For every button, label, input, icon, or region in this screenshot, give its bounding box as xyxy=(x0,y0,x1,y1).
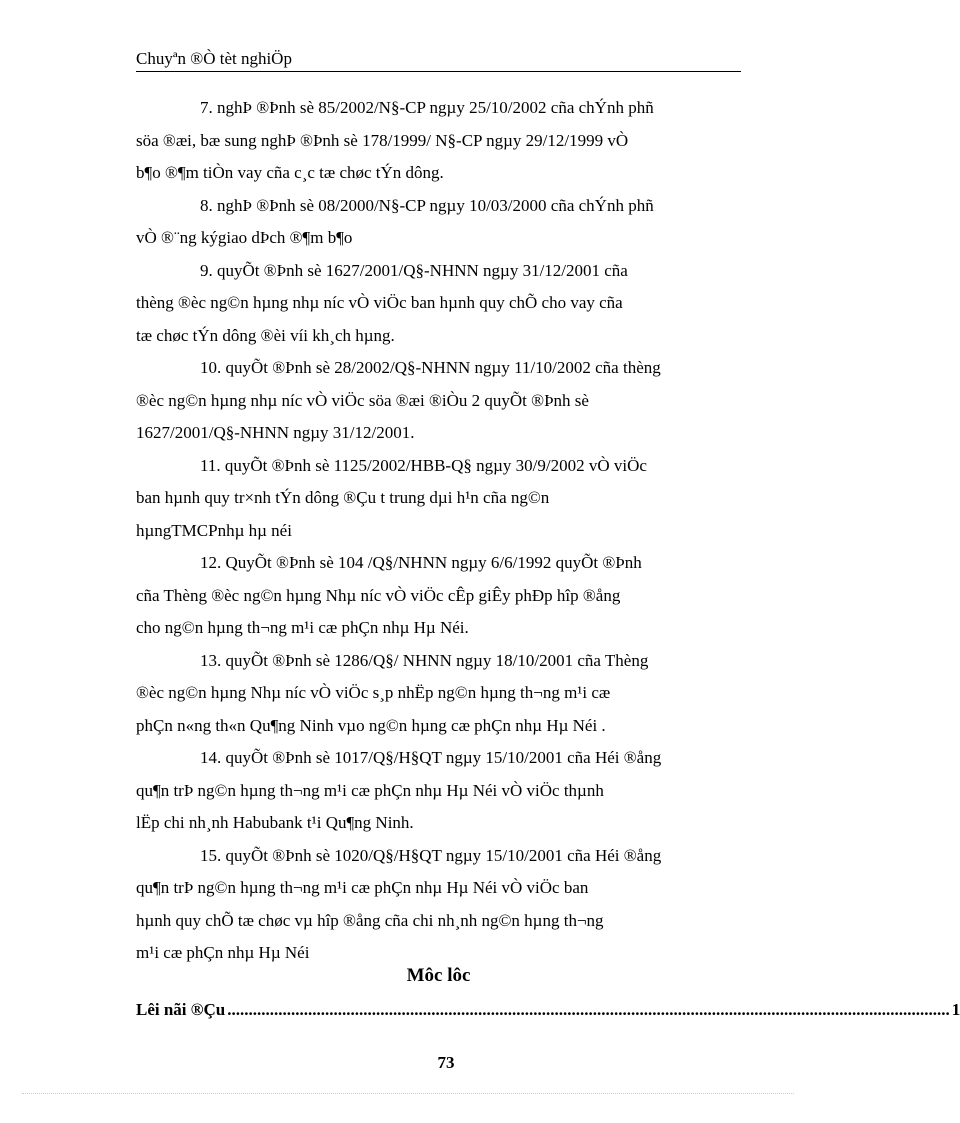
reference-line: 9. quyÕt ®Þnh sè 1627/2001/Q§-NHNN ngµy 31/12/2001 cña xyxy=(200,260,628,280)
reference-line: 13. quyÕt ®Þnh sè 1286/Q§/ NHNN ngµy 18/10/2001 cña Thèng xyxy=(200,650,649,670)
reference-item xyxy=(136,190,741,255)
reference-line: tæ chøc tÝn dông ®èi víi kh¸ch hµng. xyxy=(136,325,395,345)
reference-line: lËp chi nh¸nh Habubank t¹i Qu¶ng Ninh. xyxy=(136,813,414,832)
toc-entry-page: 1 xyxy=(951,1000,960,1019)
toc-leader-dots: .......................................................................................................................................................................... xyxy=(227,1000,950,1019)
reference-line: 1627/2001/Q§-NHNN ngµy 31/12/2001. xyxy=(136,423,415,442)
header-rule xyxy=(136,71,741,72)
reference-item xyxy=(136,645,741,743)
reference-line: 8. nghÞ ®Þnh sè 08/2000/N§-CP ngµy 10/03/2000 cña chÝnh phñ xyxy=(200,195,654,215)
reference-line: b¶o ®¶m tiÒn vay cña c¸c tæ chøc tÝn dông. xyxy=(136,163,444,182)
reference-item xyxy=(136,352,741,450)
toc-entry-label: Lêi nãi ®Çu xyxy=(136,1000,226,1019)
reference-line: hµnh quy chÕ tæ chøc vµ hîp ®ång cña chi nh¸nh ng©n hµng th¬ng xyxy=(136,910,604,930)
toc-entry[interactable] xyxy=(136,1000,960,1026)
reference-item xyxy=(136,450,741,548)
reference-item xyxy=(136,255,741,353)
reference-line: vÒ ®¨ng kýgiao dÞch ®¶m b¶o xyxy=(136,228,353,247)
page-number: 73 xyxy=(437,1053,455,1072)
reference-line: söa ®æi, bæ sung nghÞ ®Þnh sè 178/1999/ N§-CP ngµy 29/12/1999 vÒ xyxy=(136,130,629,150)
page-bottom-rule xyxy=(22,1093,794,1094)
reference-line: hµngTMCPnhµ hµ néi xyxy=(136,520,292,540)
reference-line: 10. quyÕt ®Þnh sè 28/2002/Q§-NHNN ngµy 11/10/2002 cña thèng xyxy=(200,358,661,377)
reference-item xyxy=(136,547,741,645)
reference-line: 12. QuyÕt ®Þnh sè 104 /Q§/NHNN ngµy 6/6/1992 quyÕt ®Þnh xyxy=(200,553,642,572)
running-header: Chuyªn ®Ò tèt nghiÖp xyxy=(136,49,292,68)
reference-line: qu¶n trÞ ng©n hµng th¬ng m¹i cæ phÇn nhµ Hµ Néi vÒ viÖc thµnh xyxy=(136,780,604,800)
reference-line: ®èc ng©n hµng Nhµ níc vÒ viÖc s¸p nhËp ng©n hµng th¬ng m¹i cæ xyxy=(136,683,611,702)
reference-line: m¹i cæ phÇn nhµ Hµ Néi xyxy=(136,943,310,962)
reference-line: qu¶n trÞ ng©n hµng th¬ng m¹i cæ phÇn nhµ Hµ Néi vÒ viÖc ban xyxy=(136,878,589,897)
reference-line: phÇn n«ng th«n Qu¶ng Ninh vµo ng©n hµng cæ phÇn nhµ Hµ Néi . xyxy=(136,715,606,735)
reference-line: ban hµnh quy tr×nh tÝn dông ®Çu t trung dµi h¹n cña ng©n xyxy=(136,488,550,507)
reference-line: 7. nghÞ ®Þnh sè 85/2002/N§-CP ngµy 25/10/2002 cña chÝnh phñ xyxy=(200,98,654,117)
reference-item xyxy=(136,92,741,190)
toc-title: Môc lôc xyxy=(406,965,471,986)
reference-line: thèng ®èc ng©n hµng nhµ níc vÒ viÖc ban hµnh quy chÕ cho vay cña xyxy=(136,293,623,312)
reference-line: ®èc ng©n hµng nhµ níc vÒ viÖc söa ®æi ®iÒu 2 quyÕt ®Þnh sè xyxy=(136,390,589,410)
reference-line: cña Thèng ®èc ng©n hµng Nhµ níc vÒ viÖc cÊp giÊy phÐp hîp ®ång xyxy=(136,585,621,605)
reference-line: cho ng©n hµng th¬ng m¹i cæ phÇn nhµ Hµ Néi. xyxy=(136,618,469,637)
reference-line: 15. quyÕt ®Þnh sè 1020/Q§/H§QT ngµy 15/10/2001 cña Héi ®ång xyxy=(200,845,662,865)
reference-line: 11. quyÕt ®Þnh sè 1125/2002/HBB-Q§ ngµy 30/9/2002 vÒ viÖc xyxy=(200,455,647,475)
reference-item xyxy=(136,742,741,840)
reference-list xyxy=(136,92,741,970)
reference-item xyxy=(136,840,741,970)
reference-line: 14. quyÕt ®Þnh sè 1017/Q§/H§QT ngµy 15/10/2001 cña Héi ®ång xyxy=(200,748,662,767)
